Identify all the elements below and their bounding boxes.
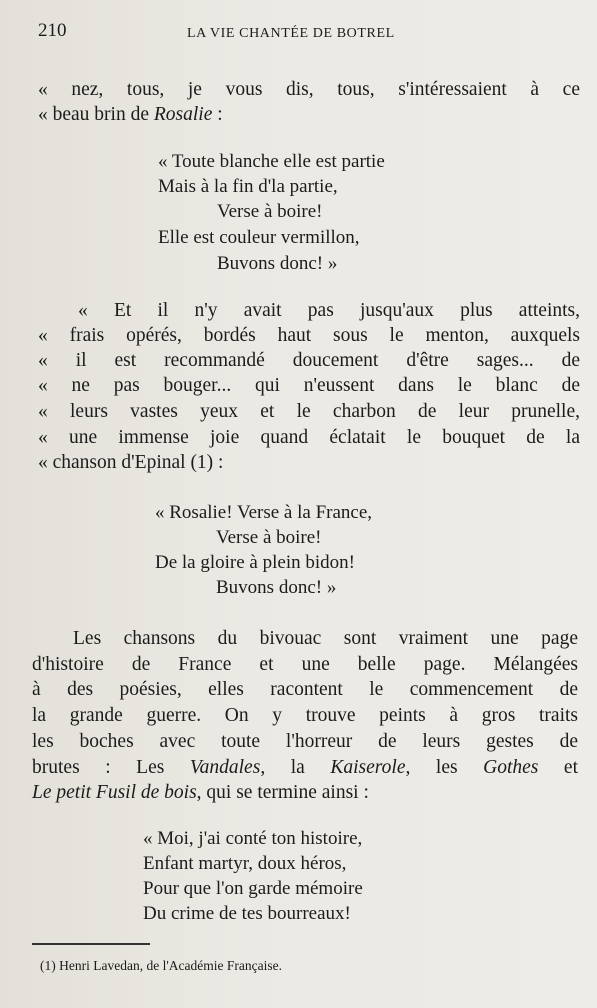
verse2-line-3: De la gloire à plein bidon!	[155, 552, 355, 573]
verse2-line-4: Buvons donc! »	[216, 577, 337, 598]
verse3-line-2: Enfant martyr, doux héros,	[143, 853, 347, 874]
verse1-line-4: Elle est couleur vermillon,	[158, 227, 360, 248]
italic-title: Gothes	[483, 757, 539, 778]
quote2-line-5: « leurs vastes yeux et le charbon de leur prunelle,	[38, 401, 580, 422]
italic-title: Le petit Fusil de bois	[32, 782, 197, 803]
text-run: « beau brin de	[38, 104, 154, 125]
paragraph-line-6	[32, 756, 578, 780]
verse3-line-3: Pour que l'on garde mémoire	[143, 878, 363, 899]
quote2-line-2: « frais opérés, bordés haut sous le menton, auxquels	[38, 325, 580, 346]
quote2-line-3: « il est recommandé doucement d'être sages... de	[38, 350, 580, 371]
paragraph-line-5: les boches avec toute l'horreur de leurs gestes de	[32, 731, 578, 752]
quote1-line-1: « nez, tous, je vous dis, tous, s'intéressaient à ce	[38, 79, 580, 100]
footnote: (1) Henri Lavedan, de l'Académie Française.	[40, 958, 282, 973]
paragraph-line-3: à des poésies, elles racontent le commencement de	[32, 679, 578, 700]
verse2-line-1: « Rosalie! Verse à la France,	[155, 502, 373, 523]
quote1-line-2	[38, 103, 580, 127]
verse1-line-2: Mais à la fin d'la partie,	[158, 176, 338, 197]
verse3-line-1: « Moi, j'ai conté ton histoire,	[143, 828, 363, 849]
text-run: , les	[405, 757, 484, 778]
page-number: 210	[38, 20, 67, 41]
footnote-rule	[32, 943, 150, 945]
italic-title: Kaiserole	[330, 757, 406, 778]
quote2-line-6: « une immense joie quand éclatait le bouquet de la	[38, 427, 580, 448]
text-run: , la	[260, 757, 331, 778]
paragraph-line-2: d'histoire de France et une belle page. Mélangées	[32, 654, 578, 675]
verse3-line-4: Du crime de tes bourreaux!	[143, 903, 351, 924]
verse1-line-3: Verse à boire!	[217, 201, 323, 222]
quote2-line-1: « Et il n'y avait pas jusqu'aux plus atteints,	[78, 300, 580, 321]
italic-title: Vandales	[189, 757, 261, 778]
text-run: , qui se termine ainsi :	[196, 782, 369, 803]
paragraph-line-7	[32, 781, 578, 805]
paragraph-line-1: Les chansons du bivouac sont vraiment une page	[73, 628, 578, 649]
quote2-line-4: « ne pas bouger... qui n'eussent dans le blanc de	[38, 375, 580, 396]
italic-title: Rosalie	[153, 104, 213, 125]
text-run: brutes : Les	[32, 757, 190, 778]
paragraph-line-4: la grande guerre. On y trouve peints à gros traits	[32, 705, 578, 726]
quote2-line-7: « chanson d'Epinal (1) :	[38, 452, 224, 473]
verse1-line-5: Buvons donc! »	[217, 253, 338, 274]
running-head: LA VIE CHANTÉE DE BOTREL	[187, 26, 395, 41]
text-run: et	[538, 757, 578, 778]
verse2-line-2: Verse à boire!	[216, 527, 322, 548]
text-run: :	[212, 104, 223, 125]
verse1-line-1: « Toute blanche elle est partie	[158, 151, 385, 172]
